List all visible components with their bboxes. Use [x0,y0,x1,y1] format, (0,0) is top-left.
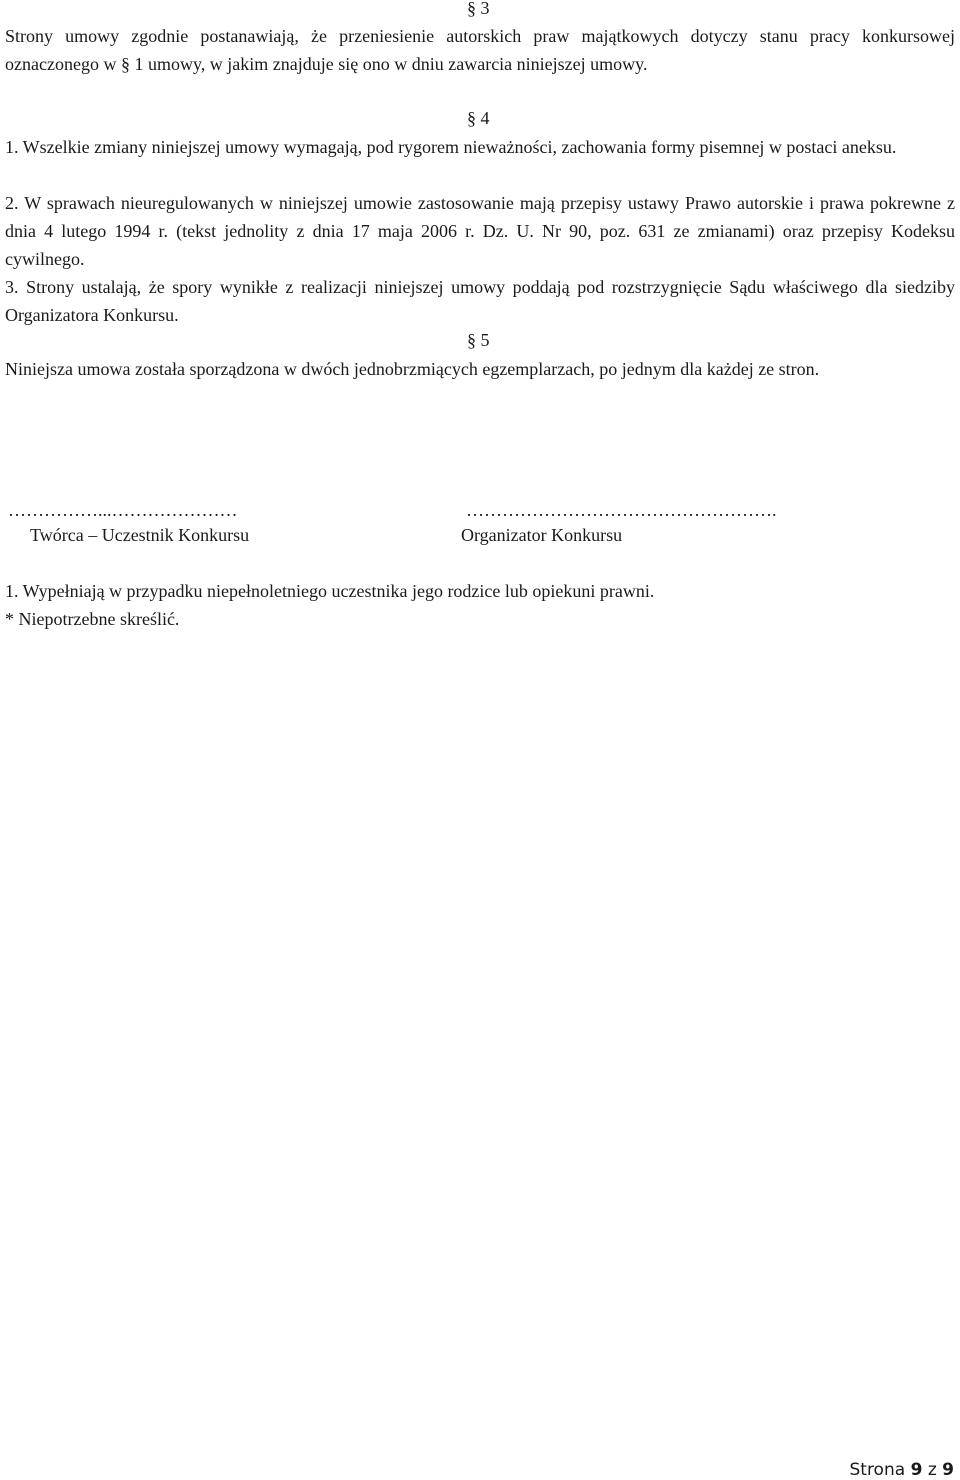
signature-label-left: Twórca – Uczestnik Konkursu [30,525,250,545]
footnote-2: * Niepotrzebne skreślić. [5,609,180,629]
page-number-prefix: Strona [849,1460,906,1480]
signature-label-right: Organizator Konkursu [461,525,623,545]
section-4-item-3: 3. Strony ustalają, że spory wynikłe z realizacji niniejszej umowy poddają pod rozstrzygnięcie Sądu właściwego dla siedziby Organizatora Konkursu. [5,277,955,325]
page-number-current: 9 [910,1460,923,1480]
page-number [849,1460,954,1480]
section-3-heading: § 3 [467,0,490,18]
section-4-item-1: 1. Wszelkie zmiany niniejszej umowy wymagają, pod rygorem nieważności, zachowania formy pisemnej w postaci aneksu. [5,137,897,157]
page-number-separator: z [927,1460,937,1480]
signature-line-left: ……………...………………… [8,500,238,520]
section-4-item-2: 2. W sprawach nieuregulowanych w niniejszej umowie zastosowanie mają przepisy ustawy Prawo autorskie i prawa pokrewne z dnia 4 lutego 1994 r. (tekst jednolity z dnia 17 maja 2006 r. Dz. U. Nr 90, poz. 631 ze zmianami) oraz przepisy Kodeksu cywilnego. [5,193,955,269]
page-number-total: 9 [942,1460,954,1480]
footnote-1: 1. Wypełniają w przypadku niepełnoletniego uczestnika jego rodzice lub opiekuni prawni. [5,581,655,601]
section-4-heading: § 4 [467,108,490,128]
signature-line-right: ……………………………………………. [466,500,777,520]
section-5-heading: § 5 [467,330,490,350]
section-3-text: Strony umowy zgodnie postanawiają, że przeniesienie autorskich praw majątkowych dotyczy stanu pracy konkursowej oznaczonego w § 1 umowy, w jakim znajduje się ono w dniu zawarcia niniejszej umowy. [5,26,955,74]
section-5-text: Niniejsza umowa została sporządzona w dwóch jednobrzmiących egzemplarzach, po jednym dla każdej ze stron. [5,359,820,379]
